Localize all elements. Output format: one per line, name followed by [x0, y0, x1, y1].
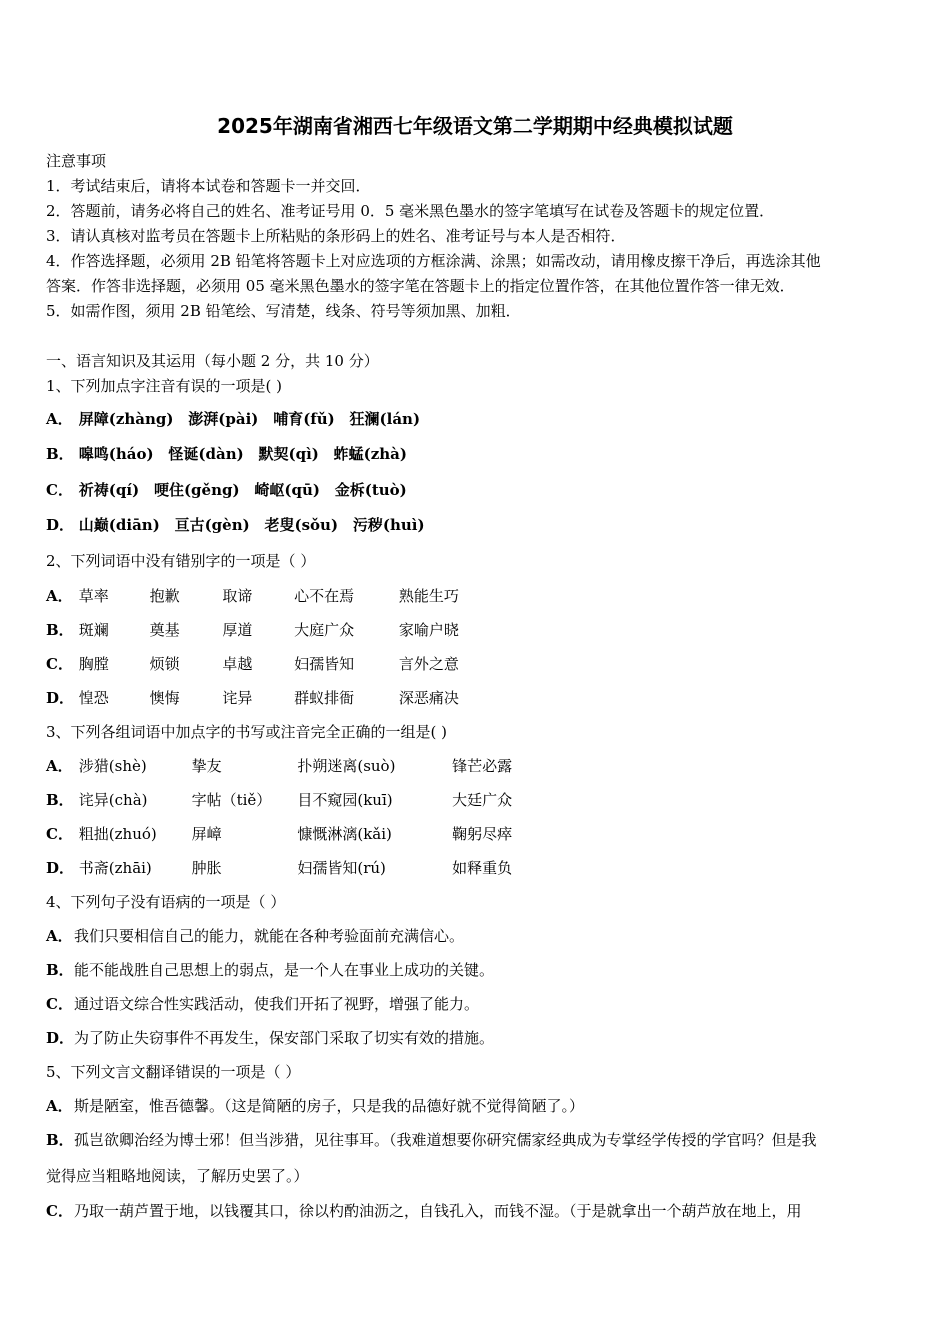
- option-word: 深恶痛决: [398, 689, 459, 707]
- q2-option-a[interactable]: [46, 585, 459, 607]
- q1-option-a[interactable]: [46, 408, 430, 430]
- q3-option-d[interactable]: [46, 857, 512, 879]
- question-2-stem: 2、下列词语中没有错别字的一项是（ ）: [46, 552, 316, 570]
- q3-option-a[interactable]: [46, 755, 512, 777]
- option-text: 我们只要相信自己的能力，就能在各种考验面前充满信心。: [74, 927, 465, 945]
- option-word: 诧异: [222, 689, 253, 707]
- option-word: 污秽(huì): [352, 516, 425, 534]
- option-text: 为了防止失窃事件不再发生，保安部门采取了切实有效的措施。: [74, 1029, 495, 1047]
- option-word: 字帖（tiě）: [191, 791, 272, 809]
- q3-option-c[interactable]: [46, 823, 512, 845]
- option-label: D．: [46, 689, 75, 707]
- option-word: 奠基: [149, 621, 180, 639]
- option-label: A．: [46, 410, 73, 428]
- option-word: 祈祷(qí): [78, 481, 140, 499]
- q5-option-b-continued: [46, 1165, 309, 1187]
- option-word: 妇孺皆知: [294, 655, 355, 673]
- option-word: 老叟(sǒu): [264, 516, 339, 534]
- option-word: 草率: [78, 587, 109, 605]
- q3-option-b[interactable]: [46, 789, 512, 811]
- option-label: B．: [46, 961, 74, 979]
- option-label: B．: [46, 621, 74, 639]
- q5-option-c[interactable]: [46, 1200, 802, 1222]
- option-word: 家喻户晓: [398, 621, 459, 639]
- option-word: 粗拙(zhuó): [78, 825, 157, 843]
- option-label: C．: [46, 995, 73, 1013]
- option-word: 心不在焉: [294, 587, 355, 605]
- question-4-stem: 4、下列句子没有语病的一项是（ ）: [46, 893, 286, 911]
- q1-option-c[interactable]: [46, 479, 417, 501]
- q1-option-d[interactable]: [46, 514, 435, 536]
- option-word: 熟能生巧: [398, 587, 459, 605]
- question-3-stem: 3、下列各组词语中加点字的书写或注音完全正确的一组是( ): [46, 723, 448, 741]
- option-label: D．: [46, 516, 75, 534]
- option-word: 书斋(zhāi): [78, 859, 152, 877]
- option-word: 妇孺皆知(rú): [297, 859, 386, 877]
- q2-option-d[interactable]: [46, 687, 459, 709]
- option-word: 惶恐: [78, 689, 109, 707]
- option-word: 崎岖(qū): [254, 481, 320, 499]
- option-word: 群蚁排衙: [294, 689, 355, 707]
- option-text: 觉得应当粗略地阅读，了解历史罢了。）: [46, 1167, 309, 1185]
- notice-line: 5．如需作图，须用 2B 铅笔绘、写清楚，线条、符号等须加黑、加粗．: [46, 302, 521, 320]
- option-word: 山巅(diān): [78, 516, 160, 534]
- option-word: 鞠躬尽瘁: [452, 825, 513, 843]
- notice-line: 答案．作答非选择题，必须用 05 毫米黑色墨水的签字笔在答题卡上的指定位置作答，在其他位置作答一律无效．: [46, 277, 795, 295]
- q5-option-a[interactable]: [46, 1095, 584, 1117]
- option-word: 慷慨淋漓(kǎi): [297, 825, 392, 843]
- option-word: 厚道: [222, 621, 253, 639]
- option-text: 斯是陋室，惟吾德馨。（这是简陋的房子，只是我的品德好就不觉得简陋了。）: [74, 1097, 585, 1115]
- option-word: 屏障(zhàng): [78, 410, 174, 428]
- option-word: 大庭广众: [294, 621, 355, 639]
- option-word: 言外之意: [398, 655, 459, 673]
- q2-option-b[interactable]: [46, 619, 459, 641]
- option-label: A．: [46, 927, 73, 945]
- q4-option-c[interactable]: [46, 993, 479, 1015]
- option-word: 锋芒必露: [452, 757, 513, 775]
- option-word: 屏嶂: [191, 825, 222, 843]
- option-word: 懊悔: [149, 689, 180, 707]
- option-word: 亘古(gèn): [174, 516, 250, 534]
- question-5-stem: 5、下列文言文翻译错误的一项是（ ）: [46, 1063, 301, 1081]
- option-label: D．: [46, 859, 75, 877]
- option-label: D．: [46, 1029, 75, 1047]
- notice-line: 2．答题前，请务必将自己的姓名、准考证号用 0．5 毫米黑色墨水的签字笔填写在试卷及答题卡的规定位置．: [46, 202, 775, 220]
- option-word: 烦锁: [149, 655, 180, 673]
- option-text: 乃取一葫芦置于地，以钱覆其口，徐以杓酌油沥之，自钱孔入，而钱不湿。（于是就拿出一个葫芦放在地上，用: [74, 1202, 802, 1220]
- q4-option-b[interactable]: [46, 959, 494, 981]
- exam-title: 2025年湖南省湘西七年级语文第二学期期中经典模拟试题: [217, 114, 733, 138]
- option-word: 目不窥园(kuī): [297, 791, 393, 809]
- option-word: 涉猎(shè): [78, 757, 147, 775]
- option-word: 卓越: [222, 655, 253, 673]
- option-label: C．: [46, 825, 73, 843]
- option-word: 取谛: [222, 587, 253, 605]
- option-word: 澎湃(pài): [188, 410, 259, 428]
- option-word: 肿胀: [191, 859, 222, 877]
- q4-option-d[interactable]: [46, 1027, 494, 1049]
- option-word: 挚友: [191, 757, 222, 775]
- option-word: 默契(qì): [258, 445, 319, 463]
- option-label: B．: [46, 1131, 74, 1149]
- option-word: 诧异(chà): [78, 791, 148, 809]
- option-text: 孤岂欲卿治经为博士邪！但当涉猎，见往事耳。（我难道想要你研究儒家经典成为专掌经学传授的学官吗？但是我: [74, 1131, 817, 1149]
- option-word: 如释重负: [452, 859, 513, 877]
- option-word: 扑朔迷离(suò): [297, 757, 396, 775]
- option-word: 狂澜(lán): [349, 410, 421, 428]
- option-word: 哽住(gěng): [153, 481, 240, 499]
- q4-option-a[interactable]: [46, 925, 464, 947]
- notice-heading: 注意事项: [46, 152, 107, 170]
- option-text: 通过语文综合性实践活动，使我们开拓了视野，增强了能力。: [74, 995, 480, 1013]
- q5-option-b[interactable]: [46, 1129, 817, 1151]
- option-word: 蚱蜢(zhà): [333, 445, 407, 463]
- option-label: B．: [46, 791, 74, 809]
- option-word: 怪诞(dàn): [168, 445, 244, 463]
- option-label: B．: [46, 445, 74, 463]
- option-label: A．: [46, 757, 73, 775]
- option-word: 胸膛: [78, 655, 109, 673]
- q1-option-b[interactable]: [46, 443, 417, 465]
- option-label: C．: [46, 1202, 73, 1220]
- option-word: 斑斓: [78, 621, 109, 639]
- option-label: C．: [46, 655, 73, 673]
- question-1-stem: 1、下列加点字注音有误的一项是( ): [46, 377, 283, 395]
- section-heading: 一、语言知识及其运用（每小题 2 分，共 10 分）: [46, 352, 379, 370]
- option-word: 哺育(fǔ): [273, 410, 335, 428]
- option-label: C．: [46, 481, 73, 499]
- notice-line: 4．作答选择题，必须用 2B 铅笔将答题卡上对应选项的方框涂满、涂黑；如需改动，请用橡皮擦干净后，再选涂其他: [46, 252, 821, 270]
- option-word: 金柝(tuò): [334, 481, 407, 499]
- option-label: A．: [46, 1097, 73, 1115]
- notice-line: 3．请认真核对监考员在答题卡上所粘贴的条形码上的姓名、准考证号与本人是否相符．: [46, 227, 626, 245]
- option-label: A．: [46, 587, 73, 605]
- option-word: 抱歉: [149, 587, 180, 605]
- q2-option-c[interactable]: [46, 653, 459, 675]
- option-text: 能不能战胜自己思想上的弱点，是一个人在事业上成功的关键。: [74, 961, 495, 979]
- notice-line: 1．考试结束后，请将本试卷和答题卡一并交回．: [46, 177, 371, 195]
- option-word: 大廷广众: [452, 791, 513, 809]
- option-word: 嗥鸣(háo): [78, 445, 154, 463]
